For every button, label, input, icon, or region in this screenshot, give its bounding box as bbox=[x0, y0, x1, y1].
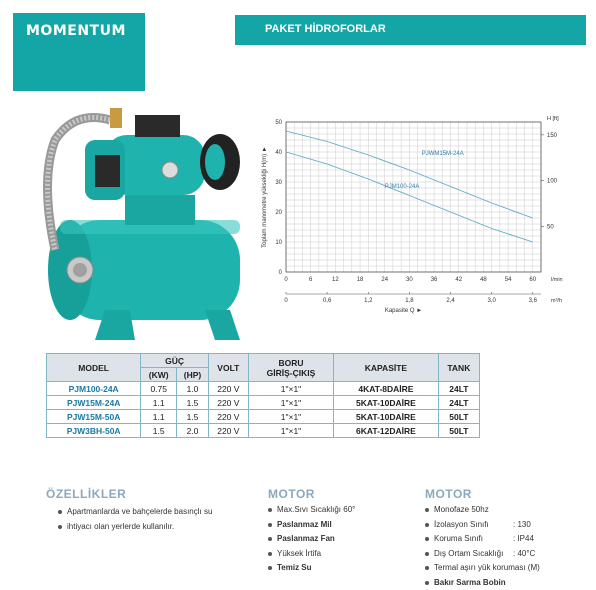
performance-chart bbox=[258, 110, 590, 325]
y-right-tick-label: 50 bbox=[547, 224, 554, 230]
x-tick-label: 60 bbox=[529, 277, 536, 283]
cell-capacity: 6KAT-12DAİRE bbox=[334, 424, 439, 438]
cell-volt: 220 V bbox=[208, 410, 248, 424]
cell-kw: 1.1 bbox=[141, 410, 177, 424]
y-axis-title: Toplam manometre yüksekliği H(m) ► bbox=[262, 146, 268, 248]
y-tick-label: 30 bbox=[275, 180, 282, 186]
page-title: PAKET HİDROFORLAR bbox=[265, 23, 386, 35]
cell-capacity: 5KAT-10DAİRE bbox=[334, 410, 439, 424]
y-right-tick-label: 100 bbox=[547, 179, 558, 185]
list-item bbox=[425, 576, 540, 590]
cell-volt: 220 V bbox=[208, 382, 248, 396]
x-unit-m3h: m³/h bbox=[551, 298, 562, 304]
col-capacity: KAPASİTE bbox=[334, 354, 439, 382]
item-value: : 130 bbox=[513, 518, 531, 533]
x-tick-label: 18 bbox=[357, 277, 364, 283]
x2-tick-label: 0 bbox=[284, 298, 288, 304]
item-label: Bakır Sarma Bobin bbox=[434, 578, 506, 587]
list-item bbox=[425, 532, 540, 547]
cell-hp: 1.5 bbox=[177, 396, 209, 410]
list-item: Temiz Su bbox=[268, 561, 355, 576]
col-pipe-line1: BORU bbox=[278, 358, 303, 368]
x-tick-label: 30 bbox=[406, 277, 413, 283]
brand-logo: MOMENTUM bbox=[26, 23, 126, 39]
cell-volt: 220 V bbox=[208, 424, 248, 438]
cell-tank: 24LT bbox=[438, 396, 479, 410]
list-item bbox=[425, 561, 540, 576]
y-tick-label: 0 bbox=[279, 270, 283, 276]
features-list bbox=[58, 505, 212, 534]
x-tick-label: 24 bbox=[381, 277, 388, 283]
cell-model: PJM100-24A bbox=[47, 382, 141, 396]
list-item: Apartmanlarda ve bahçelerde basınçlı su bbox=[58, 505, 212, 520]
cell-hp: 2.0 bbox=[177, 424, 209, 438]
cell-hp: 1.0 bbox=[177, 382, 209, 396]
series-label: PJWM15M-24A bbox=[422, 151, 464, 157]
col-kw: (KW) bbox=[141, 368, 177, 382]
x-tick-label: 54 bbox=[505, 277, 512, 283]
cell-pipe: 1"×1" bbox=[248, 424, 333, 438]
x-unit-lmin: l/min bbox=[551, 277, 563, 283]
motor1-list bbox=[268, 503, 355, 576]
cell-tank: 50LT bbox=[438, 410, 479, 424]
x-tick-label: 12 bbox=[332, 277, 339, 283]
list-item bbox=[58, 520, 212, 535]
cell-kw: 1.1 bbox=[141, 396, 177, 410]
series-label: PJM100-24A bbox=[385, 184, 420, 190]
table-row bbox=[47, 424, 480, 438]
col-pipe bbox=[248, 354, 333, 382]
list-item: Paslanmaz Mil bbox=[268, 518, 355, 533]
col-pipe-line2: GİRİŞ-ÇIKIŞ bbox=[267, 368, 316, 378]
motor2-title: MOTOR bbox=[425, 487, 472, 501]
item-label: Koruma Sınıfı bbox=[434, 534, 483, 543]
col-tank: TANK bbox=[438, 354, 479, 382]
cell-model: PJW15M-24A bbox=[47, 396, 141, 410]
y-tick-label: 20 bbox=[275, 210, 282, 216]
col-volt: VOLT bbox=[208, 354, 248, 382]
y-right-tick-label: 150 bbox=[547, 133, 558, 139]
x-tick-label: 0 bbox=[284, 277, 288, 283]
cell-model: PJW3BH-50A bbox=[47, 424, 141, 438]
cell-volt: 220 V bbox=[208, 396, 248, 410]
x-tick-label: 48 bbox=[480, 277, 487, 283]
y-tick-label: 10 bbox=[275, 240, 282, 246]
cell-hp: 1.5 bbox=[177, 410, 209, 424]
x2-tick-label: 1,2 bbox=[364, 298, 373, 304]
cell-kw: 1.5 bbox=[141, 424, 177, 438]
motor2-list bbox=[425, 503, 540, 590]
table-row bbox=[47, 410, 480, 424]
features-title: ÖZELLİKLER bbox=[46, 487, 126, 501]
motor1-title: MOTOR bbox=[268, 487, 315, 501]
x-tick-label: 6 bbox=[309, 277, 313, 283]
list-item-text: ihtiyacı olan yerlerde kullanılır. bbox=[67, 522, 174, 531]
booster-pump-with-pressure-tank-icon bbox=[15, 100, 245, 345]
list-item: Yüksek İrtifa bbox=[268, 547, 355, 562]
list-item bbox=[425, 518, 540, 533]
list-item: Max.Sıvı Sıcaklığı 60° bbox=[268, 503, 355, 518]
x-tick-label: 42 bbox=[455, 277, 462, 283]
cell-capacity: 4KAT-8DAİRE bbox=[334, 382, 439, 396]
spec-table bbox=[46, 353, 480, 438]
col-power: GÜÇ bbox=[141, 354, 209, 368]
item-value: : 40°C bbox=[513, 547, 535, 562]
cell-pipe: 1"×1" bbox=[248, 396, 333, 410]
col-model: MODEL bbox=[47, 354, 141, 382]
cell-pipe: 1"×1" bbox=[248, 382, 333, 396]
cell-kw: 0.75 bbox=[141, 382, 177, 396]
cell-capacity: 5KAT-10DAİRE bbox=[334, 396, 439, 410]
cell-tank: 50LT bbox=[438, 424, 479, 438]
cell-tank: 24LT bbox=[438, 382, 479, 396]
y-tick-label: 50 bbox=[275, 120, 282, 126]
x-axis-title: Kapasite Q ► bbox=[385, 308, 422, 314]
x2-tick-label: 0,6 bbox=[323, 298, 332, 304]
y-tick-label: 40 bbox=[275, 150, 282, 156]
list-item: Paslanmaz Fan bbox=[268, 532, 355, 547]
x2-tick-label: 2,4 bbox=[446, 298, 455, 304]
x2-tick-label: 3,0 bbox=[487, 298, 496, 304]
item-value: : IP44 bbox=[513, 532, 534, 547]
brand-logo-box bbox=[13, 13, 145, 91]
item-label: Monofaze 50hz bbox=[434, 505, 489, 514]
x2-tick-label: 3,6 bbox=[529, 298, 538, 304]
title-banner bbox=[235, 15, 586, 45]
x2-tick-label: 1,8 bbox=[405, 298, 414, 304]
item-label: İzolasyon Sınıfı bbox=[434, 520, 489, 529]
cell-model: PJW15M-50A bbox=[47, 410, 141, 424]
list-item bbox=[425, 547, 540, 562]
table-row bbox=[47, 396, 480, 410]
cell-pipe: 1"×1" bbox=[248, 410, 333, 424]
col-hp: (HP) bbox=[177, 368, 209, 382]
item-label: Termal aşırı yük koruması (M) bbox=[434, 563, 540, 572]
table-row bbox=[47, 382, 480, 396]
item-label: Dış Ortam Sıcaklığı bbox=[434, 549, 503, 558]
list-item bbox=[425, 503, 540, 518]
y-right-unit: H [ft] bbox=[547, 116, 559, 122]
x-tick-label: 36 bbox=[431, 277, 438, 283]
